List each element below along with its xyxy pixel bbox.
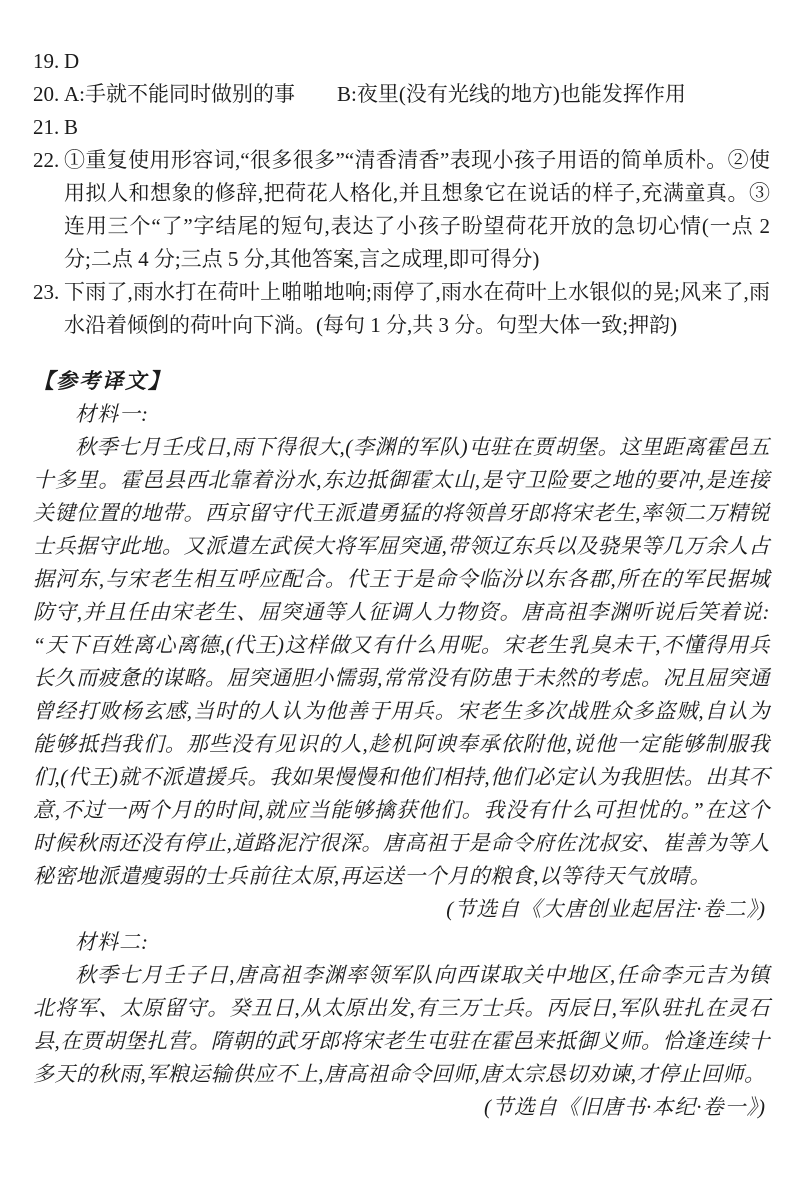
reference-translation-section <box>33 365 770 1124</box>
material-1-title: 材料一: <box>75 402 149 426</box>
answer-number: 22. <box>33 148 60 172</box>
answer-number: 19. <box>33 49 60 73</box>
answer-number: 23. <box>33 280 60 304</box>
answer-item-22 <box>33 144 770 276</box>
answer-number: 21. <box>33 115 60 139</box>
answer-item-19 <box>33 45 770 78</box>
reference-translation-heading: 【参考译文】 <box>33 369 171 393</box>
answer-item-21 <box>33 111 770 144</box>
answer-text: A:手就不能同时做别的事 B:夜里(没有光线的地方)也能发挥作用 <box>64 82 686 106</box>
answer-text: ①重复使用形容词,“很多很多”“清香清香”表现小孩子用语的简单质朴。②使用拟人和想象的修辞,把荷花人格化,并且想象它在说话的样子,充满童真。③连用三个“了”字结尾的短句,表达了小孩子盼望荷花开放的急切心情(一点 2 分;二点 4 分;三点 5 分,其他答案,言之成理,即可得分) <box>64 148 770 271</box>
material-2-paragraph: 秋季七月壬子日,唐高祖李渊率领军队向西谋取关中地区,任命李元吉为镇北将军、太原留守。癸丑日,从太原出发,有三万士兵。丙辰日,军队驻扎在灵石县,在贾胡堡扎营。隋朝的武牙郎将宋老生屯驻在霍邑来抵御义师。恰逢连续十多天的秋雨,军粮运输供应不上,唐高祖命令回师,唐太宗恳切劝谏,才停止回师。 <box>33 963 770 1086</box>
answer-item-20 <box>33 78 770 111</box>
answer-item-23 <box>33 276 770 342</box>
answer-number: 20. <box>33 82 60 106</box>
material-2-citation: (节选自《旧唐书·本纪·卷一》) <box>484 1095 766 1119</box>
answers-section <box>33 45 770 342</box>
answer-text: D <box>64 49 80 73</box>
material-1-citation: (节选自《大唐创业起居注·卷二》) <box>446 897 766 921</box>
material-1-paragraph: 秋季七月壬戌日,雨下得很大,(李渊的军队)屯驻在贾胡堡。这里距离霍邑五十多里。霍邑县西北靠着汾水,东边抵御霍太山,是守卫险要之地的要冲,是连接关键位置的地带。西京留守代王派遣勇猛的将领兽牙郎将宋老生,率领二万精锐士兵据守此地。又派遣左武侯大将军屈突通,带领辽东兵以及骁果等几万余人占据河东,与宋老生相互呼应配合。代王于是命令临汾以东各郡,所在的军民据城防守,并且任由宋老生、屈突通等人征调人力物资。唐高祖李渊听说后笑着说:“天下百姓离心离德,(代王)这样做又有什么用呢。宋老生乳臭未干,不懂得用兵长久而疲惫的谋略。屈突通胆小懦弱,常常没有防患于未然的考虑。况且屈突通曾经打败杨玄感,当时的人认为他善于用兵。宋老生多次战胜众多盗贼,自认为能够抵挡我们。那些没有见识的人,趁机阿谀奉承依附他,说他一定能够制服我们,(代王)就不派遣援兵。我如果慢慢和他们相持,他们必定认为我胆怯。出其不意,不过一两个月的时间,就应当能够擒获他们。我没有什么可担忧的。”在这个时候秋雨还没有停止,道路泥泞很深。唐高祖于是命令府佐沈叔安、崔善为等人秘密地派遣瘦弱的士兵前往太原,再运送一个月的粮食,以等待天气放晴。 <box>33 435 770 888</box>
answer-text: B <box>64 115 79 139</box>
answer-text: 下雨了,雨水打在荷叶上啪啪地响;雨停了,雨水在荷叶上水银似的晃;风来了,雨水沿着倾倒的荷叶向下淌。(每句 1 分,共 3 分。句型大体一致;押韵) <box>64 280 770 337</box>
material-2-title: 材料二: <box>75 930 149 954</box>
